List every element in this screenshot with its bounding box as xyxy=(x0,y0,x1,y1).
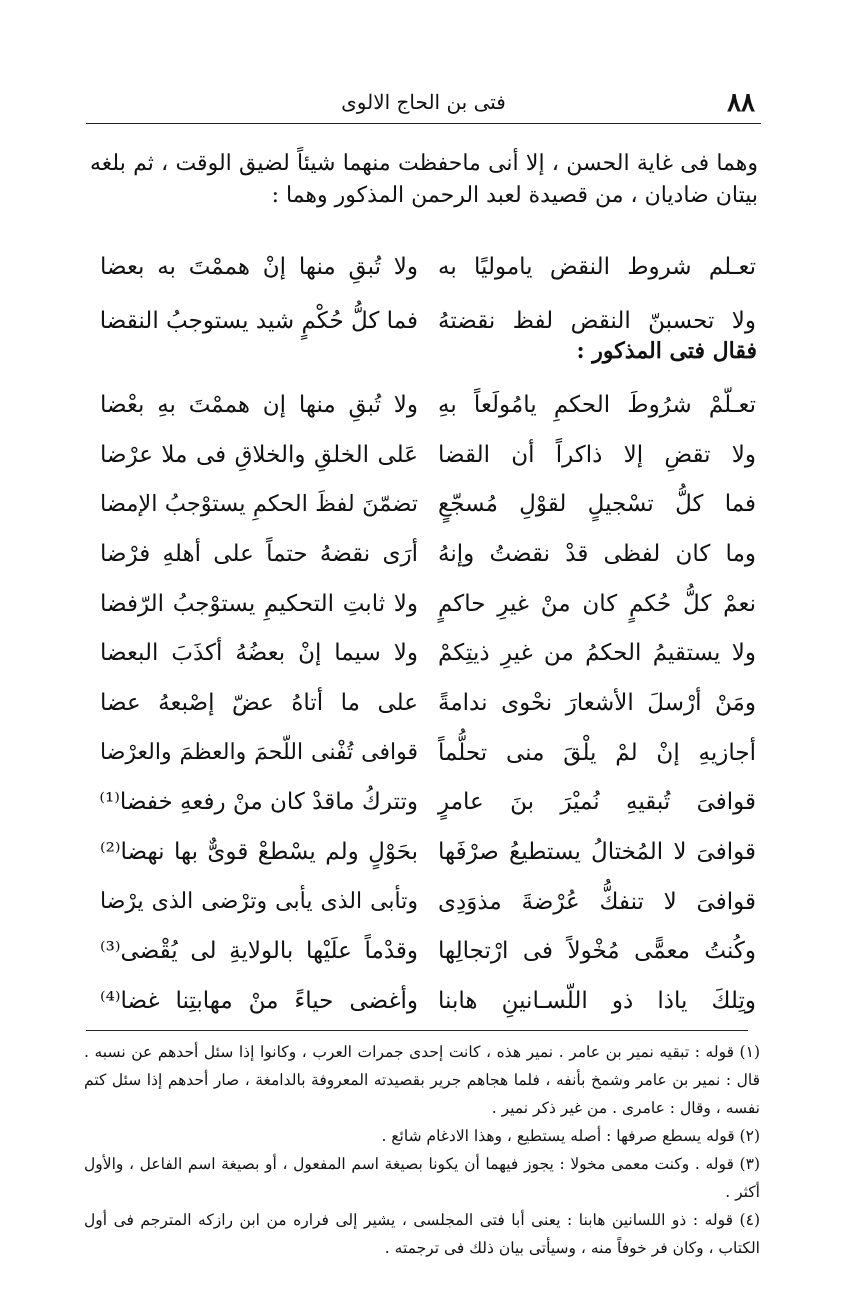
verse-first-hemistich: وتِلكَ ياذا ذو اللّسـانينِ هابنا xyxy=(438,988,756,1015)
verse-first-hemistich: وكُنتُ معمًّى مُخْولاً فى ارْتجالِها xyxy=(438,938,756,965)
footnote-3: (٣) قوله . وكنت معمى مخولا : يجوز فيهما أن يكونا بصيغة اسم المفعول ، أو بصيغة اسم الفاعل ، والأول أكثر . xyxy=(84,1155,760,1201)
verse-second-hemistich: ولا تُبقِ منها إنْ هممْتَ به بعضا xyxy=(100,254,418,280)
footnote-rule xyxy=(86,1030,748,1031)
verse-first-hemistich: قوافىَ تُبقيهِ نُميْرَ بنَ عامرٍ xyxy=(438,789,756,816)
intro-paragraph: وهما فى غاية الحسن ، إلا أنى ماحفظت منهما شيئاً لضيق الوقت ، ثم بلغه بيتان ضاديان ، من قصيدة لعبد الرحمن المذكور وهما : xyxy=(90,151,758,208)
verse-second-hemistich: عَلى الخلقِ والخلاقِ فى ملا عرْضا xyxy=(100,441,418,468)
verse-line xyxy=(100,877,756,927)
verse-first-hemistich: ولا تحسبنّ النقض لفظ نقضتهُ xyxy=(438,308,756,334)
verse-second-hemistich: قوافى تُفْنى اللّحمَ والعظمَ والعرْضا xyxy=(100,740,418,766)
verse-first-hemistich: تعـلم شروط النقض ياموليًا به xyxy=(438,254,756,280)
verse-first-hemistich: ولا يستقيمُ الحكمُ من غيرِ ذيتِكمْ xyxy=(438,640,756,667)
verse-line xyxy=(100,976,756,1026)
reply-intro: فقال فتى المذكور : xyxy=(576,338,757,364)
verse-line xyxy=(100,579,756,629)
verse-second-hemistich: وتتركُ ماقدْ كان منْ رفعهِ خفضا⁽¹⁾ xyxy=(99,789,418,816)
verse-line xyxy=(100,628,756,678)
verse-first-hemistich: ولا تقضِ إلا ذاكراً أن القضا xyxy=(438,441,756,468)
footnotes xyxy=(84,1038,760,1262)
verse-line xyxy=(100,479,756,529)
verse-line xyxy=(100,678,756,728)
verse-second-hemistich: ولا سيما إنْ بعضُهُ أكذَبَ البعضا xyxy=(100,640,418,667)
verse-second-hemistich: فما كلُّ حُكْمٍ شيد يستوجبُ النقضا xyxy=(99,308,418,334)
running-title: فتى بن الحاج الالوى xyxy=(341,90,506,114)
verse-block-first xyxy=(100,240,756,348)
verse-first-hemistich: قوافىَ لا المُختالُ يستطيعُ صرْفَها xyxy=(438,839,756,866)
verse-line xyxy=(100,827,756,877)
footnote-2: (٢) قوله يسطع صرفها : أصله يستطيع ، وهذا الادغام شائع . xyxy=(381,1127,760,1145)
verse-line xyxy=(100,927,756,977)
verse-line xyxy=(100,529,756,579)
verse-block-second xyxy=(100,380,756,1026)
footnote-4: (٤) قوله : ذو اللسانين هابنا : يعنى أبا فتى المجلسى ، يشير إلى فراره من ابن رازكه المترجم فى أول الكتاب ، وكان فر خوفاً منه ، وسيأتى بيان ذلك فى ترجمته . xyxy=(84,1211,760,1257)
verse-first-hemistich: تعـلّمْ شرُوطَ الحكمِ يامُولَعاً بهِ xyxy=(438,391,756,418)
verse-first-hemistich: نعمْ كلُّ حُكمٍ كان منْ غيرِ حاكمٍ xyxy=(438,590,756,617)
verse-second-hemistich: على ما أتاهُ عضّ إصْبعهُ عضا xyxy=(100,689,418,716)
verse-first-hemistich: ومَنْ أرْسلَ الأشعارَ نحْوى ندامةً xyxy=(438,689,756,716)
verse-line xyxy=(100,728,756,778)
verse-first-hemistich: وما كان لفظى قدْ نقضتُ وإنهُ xyxy=(438,540,756,567)
verse-line xyxy=(100,778,756,828)
verse-first-hemistich: فما كلُّ تسْجيلٍ لقوْلِ مُسجّعٍ xyxy=(438,491,756,518)
verse-second-hemistich: وقدْماً علَيْها بالولايةِ لى يُقْضى⁽³⁾ xyxy=(100,938,418,965)
page-number: ٨٨ xyxy=(727,88,755,118)
verse-line xyxy=(100,430,756,480)
verse-first-hemistich: قوافىَ لا تنفكُّ عُرْضةَ مذوَدِى xyxy=(438,888,756,915)
verse-line xyxy=(100,240,756,294)
verse-first-hemistich: أجازيهِ إنْ لمْ يلْقَ منى تحلُّماً xyxy=(438,739,756,766)
verse-second-hemistich: ولا ثابتِ التحكيمِ يستوْجبُ الرّفضا xyxy=(100,590,418,617)
verse-second-hemistich: بحَوْلٍ ولم يسْطعْ قوىٌّ بها نهضا⁽²⁾ xyxy=(100,839,418,866)
verse-second-hemistich: وأغضى حياءً منْ مهابتِنا غضا⁽⁴⁾ xyxy=(100,988,418,1015)
footnote-1: (١) قوله : تبقيه نمير بن عامر . نمير هذه ، كانت إحدى جمرات العرب ، وكانوا إذا سئل أحدهم عن نسبه . قال : نمير بن عامر وشمخ بأنفه ، فلما هجاهم جرير بقصيدته المعروفة بالدامغة ، صار أحدهم إذا سئل كتم نفسه ، وقال : عامرى . من غير ذكر نمير . xyxy=(84,1043,760,1117)
verse-second-hemistich: وتأبى الذى يأبى وترْضى الذى يرْضا xyxy=(100,889,418,915)
verse-second-hemistich: أرَى نقضهُ حتماً على أهلهِ فرْضا xyxy=(100,540,418,567)
page-header xyxy=(86,88,761,122)
header-rule xyxy=(86,123,761,124)
verse-second-hemistich: تضمّنَ لفظَ الحكمِ يستوْجبُ الإمضا xyxy=(100,491,418,518)
verse-line xyxy=(100,380,756,430)
verse-second-hemistich: ولا تُبقِ منها إن هممْتَ بهِ بعْضا xyxy=(100,391,418,418)
